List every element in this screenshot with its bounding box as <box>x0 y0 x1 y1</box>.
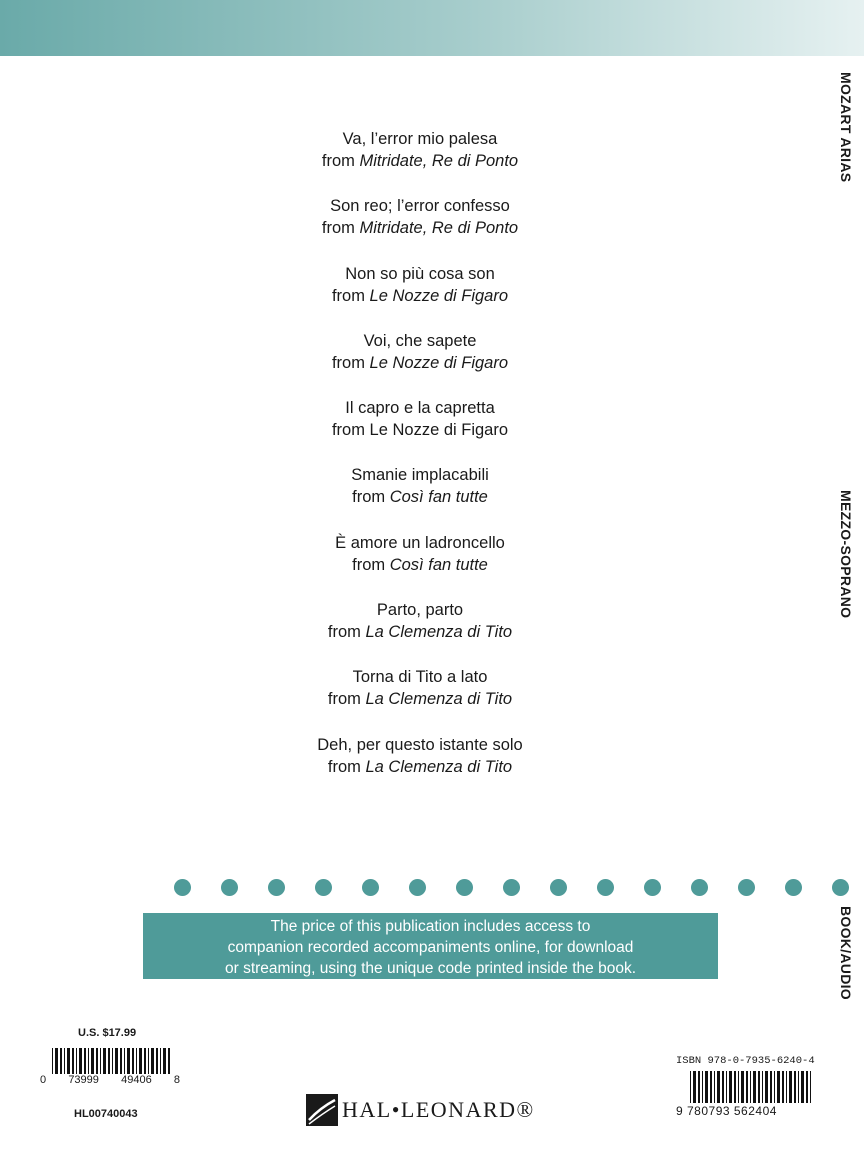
song-title: Smanie implacabili <box>351 466 489 485</box>
barcode-bar <box>151 1048 154 1074</box>
barcode-bar <box>722 1071 724 1103</box>
barcode-bar <box>88 1048 89 1074</box>
opera-name: Le Nozze di Figaro <box>369 421 509 440</box>
song-list <box>240 128 600 801</box>
opera-name: Le Nozze di Figaro <box>369 286 509 305</box>
barcode-bar <box>693 1071 696 1103</box>
opera-name: Così fan tutte <box>389 488 488 507</box>
barcode-bar <box>762 1071 763 1103</box>
from-label: from <box>331 353 365 372</box>
barcode-bar <box>690 1071 691 1103</box>
decorative-dot <box>691 879 708 896</box>
song-source-line <box>240 756 600 778</box>
barcode-bar <box>729 1071 732 1103</box>
song-source-line <box>240 419 600 441</box>
barcode-bar <box>132 1048 134 1074</box>
barcode-bar <box>798 1071 799 1103</box>
barcode-bar <box>714 1071 715 1103</box>
song-source-line <box>240 352 600 374</box>
barcode-bar <box>726 1071 727 1103</box>
barcode-bar <box>112 1048 113 1074</box>
opera-name: Le Nozze di Figaro <box>369 353 509 372</box>
opera-name: Così fan tutte <box>389 555 488 574</box>
barcode-bar <box>806 1071 808 1103</box>
barcode-bar <box>810 1071 811 1103</box>
barcode-bar <box>777 1071 780 1103</box>
barcode-bar <box>765 1071 768 1103</box>
song-source-line <box>240 554 600 576</box>
barcode-bar <box>774 1071 775 1103</box>
barcode-bar <box>64 1048 65 1074</box>
song-title: Voi, che sapete <box>363 331 477 350</box>
decorative-dot <box>503 879 520 896</box>
barcode-bar <box>124 1048 125 1074</box>
spine-title: MOZART ARIAS <box>838 72 854 183</box>
notice-line: The price of this publication includes access to <box>270 918 591 935</box>
song-item <box>240 532 600 599</box>
opera-name: Mitridate, Re di Ponto <box>359 219 519 238</box>
barcode-bar <box>79 1048 82 1074</box>
barcode-bar <box>782 1071 784 1103</box>
opera-name: La Clemenza di Tito <box>365 757 513 776</box>
song-title: Va, l’error mio palesa <box>342 130 498 148</box>
barcode-bar <box>163 1048 166 1074</box>
from-label: from <box>331 286 365 305</box>
product-code: HL00740043 <box>74 1108 138 1120</box>
barcode-bar <box>750 1071 751 1103</box>
barcode-bar <box>84 1048 86 1074</box>
upc-group-1: 73999 <box>68 1074 99 1086</box>
barcode-bar <box>168 1048 170 1074</box>
song-title: Il capro e la capretta <box>345 399 495 418</box>
upc-barcode <box>52 1048 172 1074</box>
decorative-dot <box>597 879 614 896</box>
decorative-dot-row <box>174 879 854 897</box>
barcode-bar <box>60 1048 62 1074</box>
barcode-bar <box>705 1071 708 1103</box>
song-source-line <box>240 285 600 307</box>
barcode-bar <box>91 1048 94 1074</box>
decorative-dot <box>785 879 802 896</box>
from-label: from <box>331 421 365 440</box>
barcode-bar <box>136 1048 137 1074</box>
upc-digits <box>40 1074 180 1086</box>
barcode-bar <box>710 1071 712 1103</box>
barcode-bar <box>115 1048 118 1074</box>
barcode-bar <box>789 1071 792 1103</box>
isbn-barcode <box>690 1071 812 1103</box>
opera-name: La Clemenza di Tito <box>365 623 513 642</box>
decorative-dot <box>362 879 379 896</box>
barcode-bar <box>156 1048 158 1074</box>
barcode-bar <box>717 1071 720 1103</box>
barcode-bar <box>801 1071 804 1103</box>
from-label: from <box>327 690 361 709</box>
publisher-name: HAL•LEONARD® <box>342 1097 535 1122</box>
song-item <box>240 734 600 801</box>
song-item <box>240 666 600 733</box>
upc-digit-left: 0 <box>40 1074 47 1086</box>
barcode-bar <box>72 1048 74 1074</box>
notice-line: companion recorded accompaniments online, for download <box>227 939 634 956</box>
barcode-bar <box>770 1071 772 1103</box>
from-label: from <box>327 757 361 776</box>
barcode-bar <box>67 1048 70 1074</box>
song-title: Torna di Tito a lato <box>352 668 488 687</box>
isbn-digits: 9 780793 562404 <box>676 1104 777 1118</box>
song-source-line <box>240 621 600 643</box>
barcode-bar <box>794 1071 796 1103</box>
song-item <box>240 195 600 262</box>
song-item <box>240 397 600 464</box>
barcode-bar <box>139 1048 142 1074</box>
decorative-dot <box>644 879 661 896</box>
barcode-bar <box>758 1071 760 1103</box>
barcode-bar <box>100 1048 101 1074</box>
barcode-bar <box>127 1048 130 1074</box>
barcode-bar <box>741 1071 744 1103</box>
upc-digit-right: 8 <box>173 1074 180 1086</box>
opera-name: La Clemenza di Tito <box>365 690 513 709</box>
opera-name: Mitridate, Re di Ponto <box>359 152 519 170</box>
isbn-label: ISBN 978-0-7935-6240-4 <box>676 1055 815 1067</box>
song-item <box>240 330 600 397</box>
barcode-bar <box>76 1048 77 1074</box>
spine-format: BOOK/AUDIO <box>838 906 854 1000</box>
barcode-bar <box>96 1048 98 1074</box>
from-label: from <box>352 555 386 574</box>
song-title: Son reo; l’error confesso <box>330 197 510 216</box>
song-source-line <box>240 486 600 508</box>
barcode-bar <box>148 1048 149 1074</box>
barcode-bar <box>144 1048 146 1074</box>
barcode-bar <box>55 1048 58 1074</box>
from-label: from <box>321 152 355 170</box>
song-item <box>240 128 600 195</box>
price-label: U.S. $17.99 <box>78 1027 137 1039</box>
song-source-line <box>240 688 600 710</box>
online-audio-notice <box>143 913 718 979</box>
notice-line: or streaming, using the unique code printed inside the book. <box>224 960 636 977</box>
barcode-bar <box>52 1048 53 1074</box>
song-title: Parto, parto <box>376 601 464 620</box>
decorative-dot <box>738 879 755 896</box>
song-title: È amore un ladroncello <box>335 533 505 552</box>
publisher-logo <box>306 1092 566 1128</box>
barcode-bar <box>734 1071 736 1103</box>
decorative-dot <box>832 879 849 896</box>
song-title: Deh, per questo istante solo <box>317 735 523 754</box>
song-source-line <box>240 150 600 172</box>
from-label: from <box>352 488 386 507</box>
song-title: Non so più cosa son <box>345 264 495 283</box>
barcode-bar <box>786 1071 787 1103</box>
song-source-line <box>240 217 600 239</box>
decorative-dot <box>174 879 191 896</box>
from-label: from <box>321 219 355 238</box>
song-item <box>240 464 600 531</box>
barcode-bar <box>108 1048 110 1074</box>
barcode-bar <box>120 1048 122 1074</box>
song-item <box>240 263 600 330</box>
barcode-bar <box>702 1071 703 1103</box>
barcode-bar <box>753 1071 756 1103</box>
upc-group-2: 49406 <box>121 1074 152 1086</box>
barcode-bar <box>738 1071 739 1103</box>
barcode-bar <box>103 1048 106 1074</box>
decorative-dot <box>456 879 473 896</box>
decorative-dot <box>409 879 426 896</box>
publisher-mark-icon <box>306 1094 338 1126</box>
top-color-band <box>0 0 864 56</box>
barcode-bar <box>160 1048 161 1074</box>
decorative-dot <box>268 879 285 896</box>
decorative-dot <box>315 879 332 896</box>
song-item <box>240 599 600 666</box>
barcode-bar <box>698 1071 700 1103</box>
decorative-dot <box>221 879 238 896</box>
spine-voice: MEZZO-SOPRANO <box>838 490 854 619</box>
from-label: from <box>327 623 361 642</box>
decorative-dot <box>550 879 567 896</box>
barcode-bar <box>746 1071 748 1103</box>
